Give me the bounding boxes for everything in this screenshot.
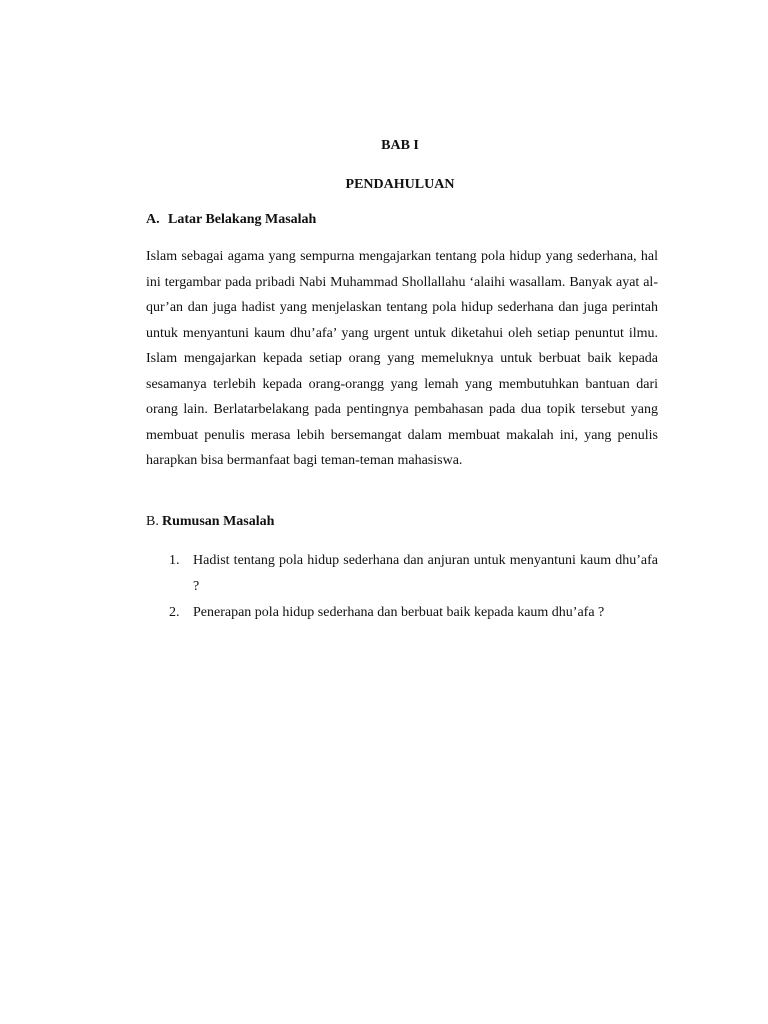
section-a-heading: [146, 211, 316, 229]
chapter-number: BAB I: [381, 138, 419, 153]
section-a-title: Latar Belakang Masalah: [168, 212, 317, 227]
list-item: [0, 600, 658, 626]
section-a-letter: A.: [146, 212, 160, 227]
list-item-text: Penerapan pola hidup sederhana dan berbuat baik kepada kaum dhu’afa ?: [193, 605, 605, 620]
list-item-text: Hadist tentang pola hidup sederhana dan anjuran untuk menyantuni kaum dhu’afa ?: [193, 553, 658, 594]
list-item: [0, 548, 658, 600]
problem-list: [0, 548, 658, 626]
section-b-heading: [146, 513, 274, 531]
background-paragraph: Islam sebagai agama yang sempurna mengajarkan tentang pola hidup yang sederhana, hal ini tergambar pada pribadi Nabi Muhammad Shollallahu ‘alaihi wasallam. Banyak ayat al-qur’an dan juga hadist yang menjelaskan tentang pola hidup sederhana dan juga perintah untuk menyantuni kaum dhu’afa’ yang urgent untuk diketahui oleh setiap penuntut ilmu. Islam mengajarkan kepada setiap orang yang memeluknya untuk berbuat baik kepada sesamanya terlebih kepada orang-orangg yang lemah yang membutuhkan bantuan dari orang lain. Berlatarbelakang pada pentingnya pembahasan pada dua topik tersebut yang membuat penulis merasa lebih bersemangat dalam membuat makalah ini, yang penulis harapkan bisa bermanfaat bagi teman-teman mahasiswa.: [146, 249, 658, 468]
chapter-title: PENDAHULUAN: [345, 177, 455, 192]
section-b-letter: B.: [146, 514, 159, 529]
section-b-title: Rumusan Masalah: [162, 514, 275, 529]
list-item-number: 1.: [169, 553, 180, 568]
list-item-number: 2.: [169, 605, 180, 620]
